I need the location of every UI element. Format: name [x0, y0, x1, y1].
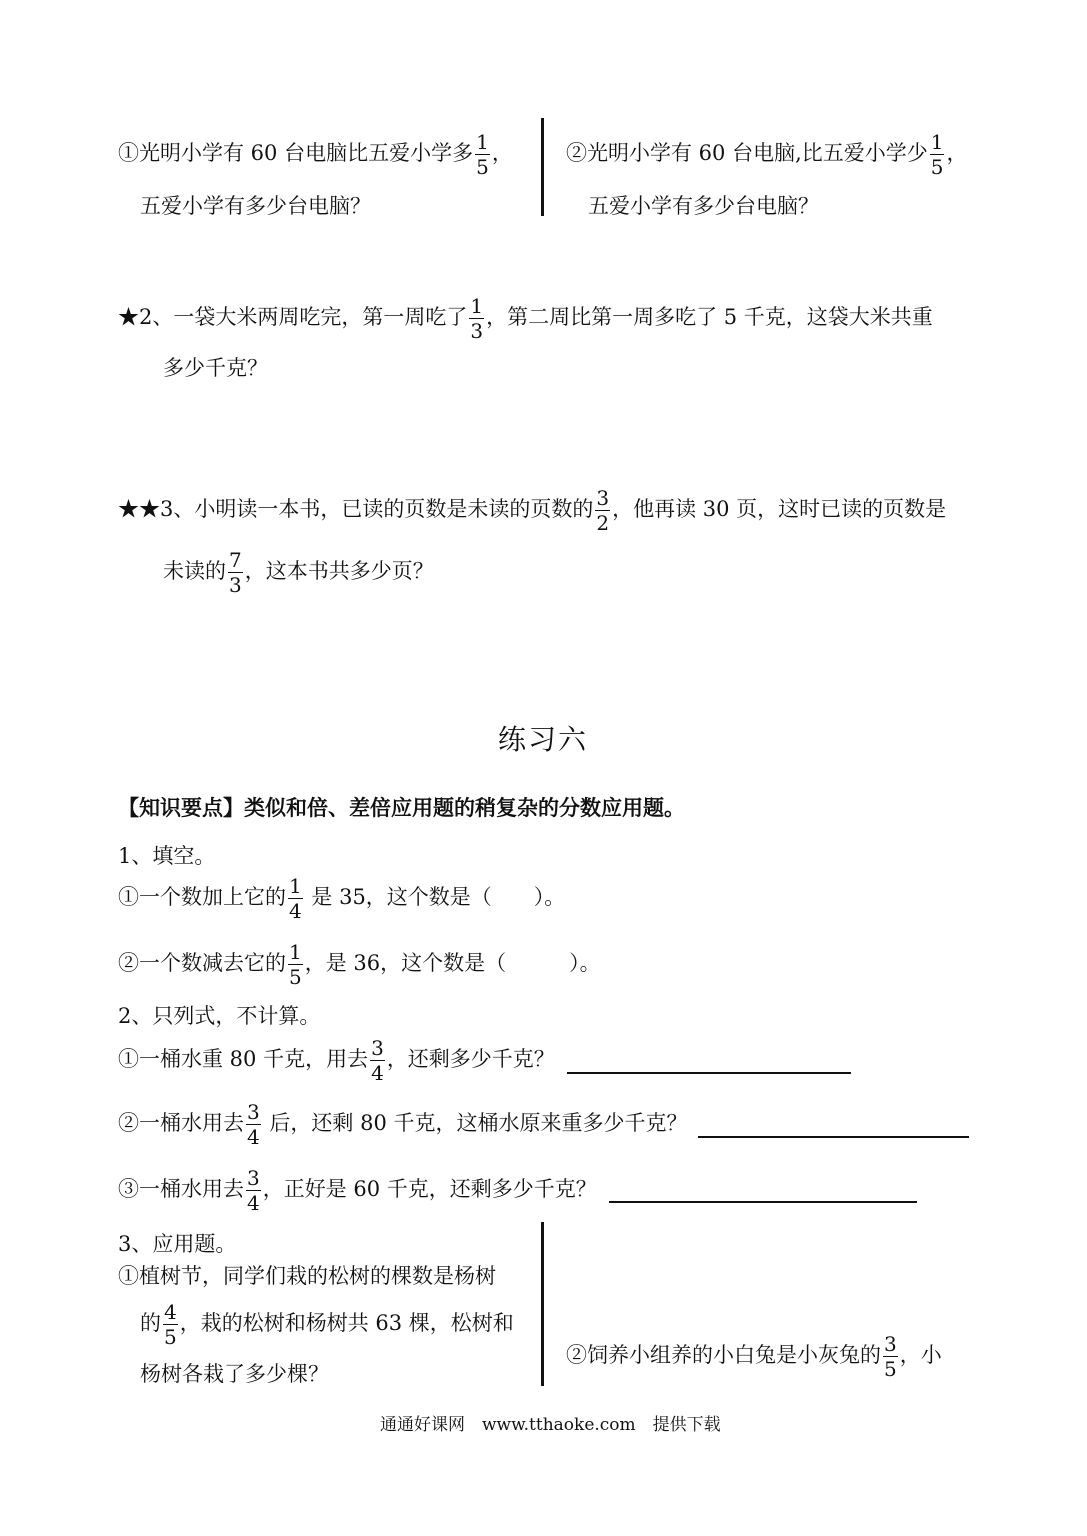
question-text: 是 35，这个数是（ ）。: [304, 885, 566, 909]
fraction: $\frac{3}{4}$: [371, 1036, 384, 1085]
fraction: $\frac{4}{5}$: [164, 1300, 177, 1349]
expression-question-1: [118, 1038, 555, 1083]
question-text: ②一个数减去它的: [118, 951, 286, 975]
word-problem-1-line2: [140, 1302, 514, 1347]
question-text: ，小: [899, 1343, 942, 1367]
word-problem-2: [566, 1334, 942, 1379]
question-text: ，这本书共多少页？: [244, 559, 434, 583]
question-text: ②光明小学有 60 台电脑,比五爱小学少: [566, 141, 928, 165]
fill-blank-1: [118, 876, 565, 921]
question-text: ①一桶水重 80 千克，用去: [118, 1047, 369, 1071]
part2-heading: 2、只列式，不计算。: [118, 1004, 321, 1028]
question-2-line2: 多少千克？: [163, 356, 268, 380]
question-text: ★2、一袋大米两周吃完，第一周吃了: [118, 305, 468, 329]
question-2: [118, 296, 933, 341]
question-text: 后，还剩 80 千克，这桶水原来重多少千克？: [262, 1111, 688, 1135]
fraction: $\frac{1}{5}$: [289, 940, 302, 989]
question-text: ①一个数加上它的: [118, 885, 286, 909]
word-problem-1-line1: ①植树节，同学们栽的松树的棵数是杨树: [118, 1264, 496, 1288]
fraction: $\frac{3}{4}$: [247, 1100, 260, 1149]
part3-heading: 3、应用题。: [118, 1232, 237, 1256]
question-1b-line2: 五爱小学有多少台电脑？: [588, 194, 819, 218]
fraction: $\frac{1}{4}$: [289, 874, 302, 923]
word-problem-1-line3: 杨树各栽了多少棵？: [140, 1362, 329, 1386]
fraction: $\frac{1}{3}$: [470, 294, 484, 343]
page-footer: 通通好课网 www.tthaoke.com 提供下载: [380, 1415, 721, 1435]
question-text: ①光明小学有 60 台电脑比五爱小学多: [118, 141, 474, 165]
column-divider: [541, 1222, 544, 1386]
question-text: ★★3、小明读一本书，已读的页数是未读的页数的: [118, 497, 594, 521]
question-text: ，还剩多少千克？: [386, 1047, 555, 1071]
fraction: $\frac{3}{5}$: [884, 1332, 897, 1381]
question-1a: [118, 132, 513, 177]
question-text: ，栽的松树和杨树共 63 棵，松树和: [179, 1311, 514, 1335]
fraction: $\frac{1}{5}$: [476, 130, 489, 179]
column-divider: [541, 118, 544, 216]
part1-heading: 1、填空。: [118, 844, 216, 868]
question-3-line2: [163, 550, 434, 595]
question-text: ，第二周比第一周多吃了 5 千克，这袋大米共重: [486, 305, 933, 329]
expression-question-3: [118, 1168, 597, 1213]
question-text: ③一桶水用去: [118, 1177, 244, 1201]
question-text: ②一桶水用去: [118, 1111, 244, 1135]
question-text: ，是 36，这个数是（ ）。: [304, 951, 601, 975]
question-text: ，他再读 30 页，这时已读的页数是: [612, 497, 947, 521]
answer-line[interactable]: [567, 1072, 851, 1074]
fill-blank-2: [118, 942, 601, 987]
answer-line[interactable]: [609, 1201, 917, 1203]
expression-question-2: [118, 1102, 687, 1147]
question-1b: [566, 132, 967, 177]
question-text: ②饲养小组养的小白兔是小灰兔的: [566, 1343, 881, 1367]
fraction: $\frac{1}{5}$: [930, 130, 944, 179]
question-text: 的: [140, 1311, 161, 1335]
question-1a-line2: 五爱小学有多少台电脑？: [140, 194, 371, 218]
fraction: $\frac{7}{3}$: [229, 548, 242, 597]
exercise-title: 练习六: [498, 723, 589, 756]
answer-line[interactable]: [698, 1136, 969, 1138]
question-text: ，: [491, 141, 513, 165]
fraction: $\frac{3}{2}$: [596, 486, 610, 535]
fraction: $\frac{3}{4}$: [247, 1166, 260, 1215]
key-points: 【知识要点】类似和倍、差倍应用题的稍复杂的分数应用题。: [118, 796, 685, 820]
question-text: 未读的: [163, 559, 226, 583]
question-text: ，正好是 60 千克，还剩多少千克？: [262, 1177, 597, 1201]
question-text: ，: [946, 141, 968, 165]
question-3: [118, 488, 946, 533]
